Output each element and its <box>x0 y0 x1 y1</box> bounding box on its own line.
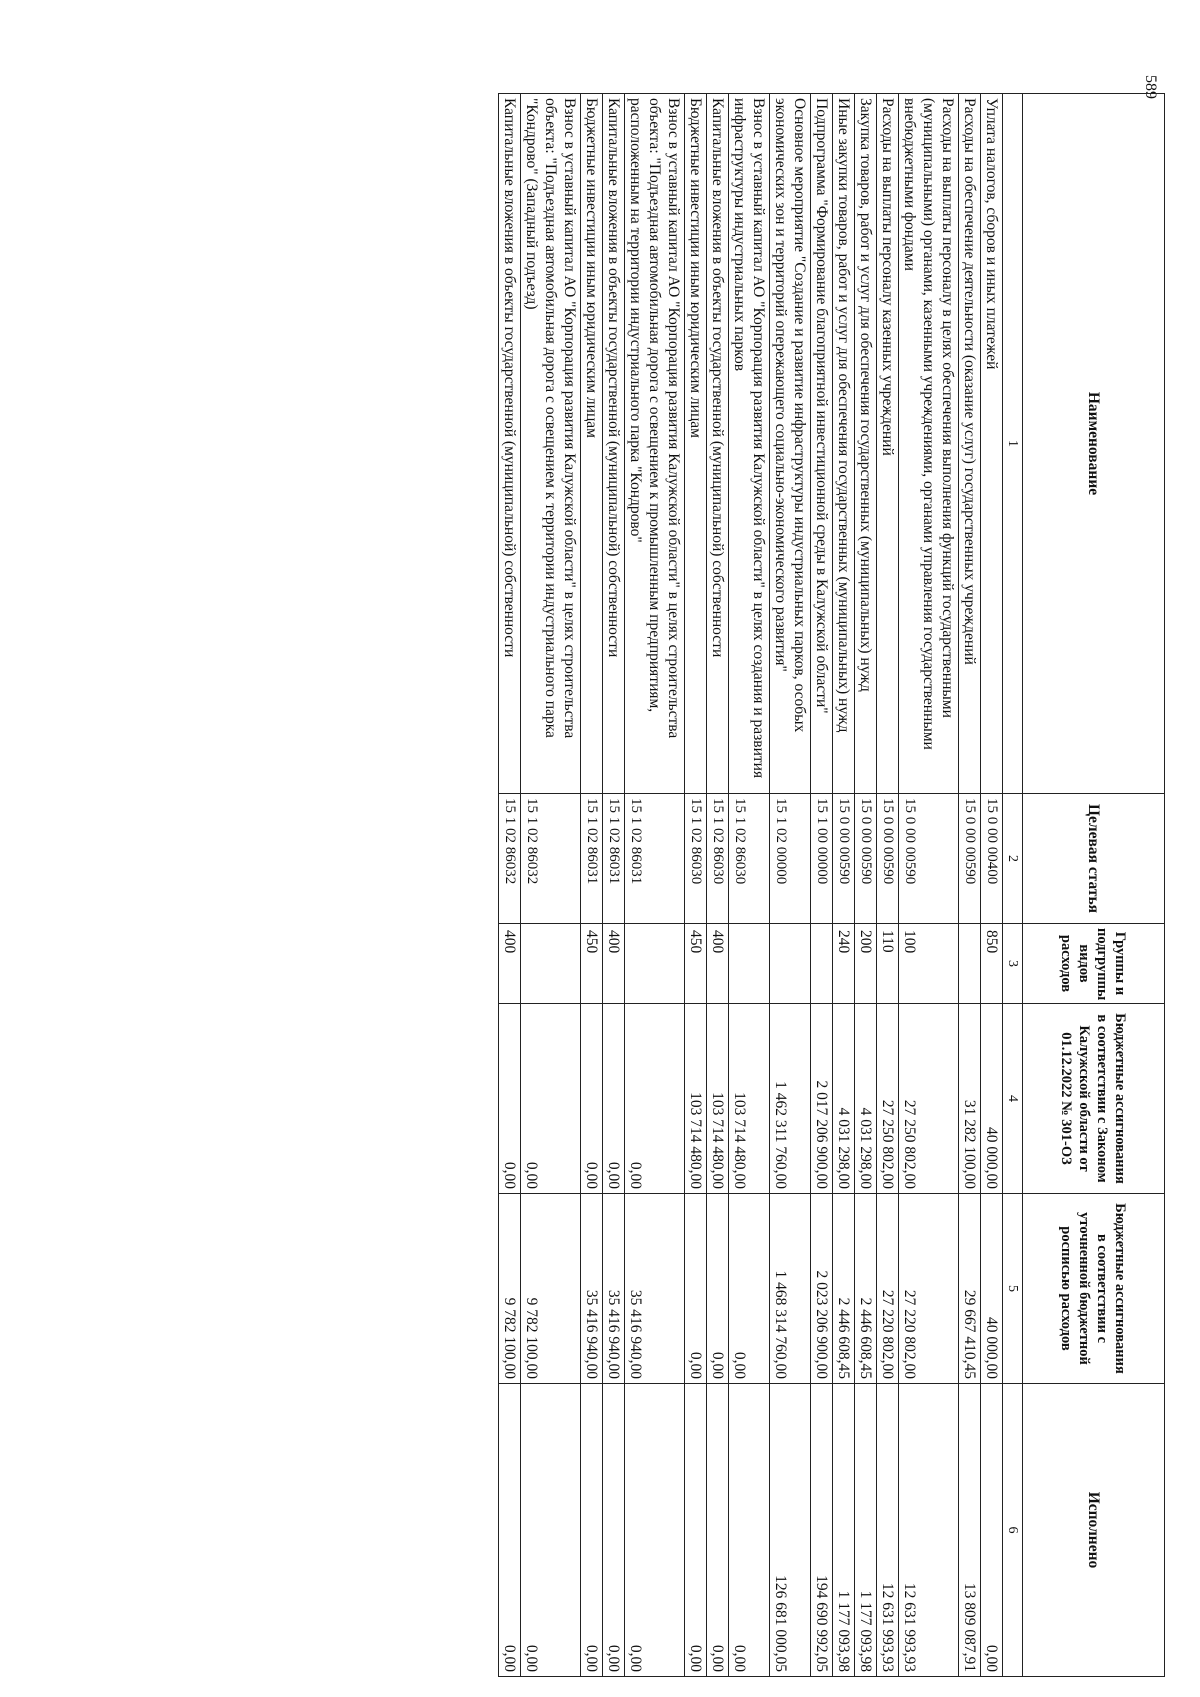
row-done-amount: 1 177 093,98 <box>855 1384 877 1677</box>
row-plan-amount: 2 446 608,45 <box>855 1194 877 1384</box>
rotated-page <box>115 93 1165 1676</box>
table-row <box>981 94 1003 1677</box>
row-plan-amount: 2 023 206 900,00 <box>811 1194 833 1384</box>
row-done-amount: 0,00 <box>729 1384 770 1677</box>
row-done-amount: 126 681 000,05 <box>770 1384 811 1677</box>
row-plan-amount: 0,00 <box>707 1194 729 1384</box>
row-plan-amount: 27 220 802,00 <box>877 1194 899 1384</box>
row-done-amount: 0,00 <box>603 1384 625 1677</box>
table-body <box>499 94 1003 1677</box>
row-plan-amount: 40 000,00 <box>981 1194 1003 1384</box>
row-name: Иные закупки товаров, работ и услуг для обеспечения государственных (муниципальных) нужд <box>833 94 855 794</box>
row-law-amount: 2 017 206 900,00 <box>811 1004 833 1194</box>
row-name: Бюджетные инвестиции иным юридическим лицам <box>685 94 707 794</box>
row-group-code <box>625 924 685 1004</box>
row-done-amount: 0,00 <box>707 1384 729 1677</box>
row-name: Уплата налогов, сборов и иных платежей <box>981 94 1003 794</box>
row-name: Капитальные вложения в объекты государственной (муниципальной) собственности <box>707 94 729 794</box>
row-law-amount: 103 714 480,00 <box>685 1004 707 1194</box>
row-target-code: 15 1 00 00000 <box>811 794 833 924</box>
row-plan-amount: 1 468 314 760,00 <box>770 1194 811 1384</box>
col-number: 4 <box>1003 1004 1023 1194</box>
table-row <box>625 94 685 1677</box>
row-target-code: 15 1 02 00000 <box>770 794 811 924</box>
row-plan-amount: 0,00 <box>729 1194 770 1384</box>
row-target-code: 15 1 02 86031 <box>603 794 625 924</box>
table-row <box>729 94 770 1677</box>
row-group-code: 400 <box>499 924 521 1004</box>
row-done-amount: 0,00 <box>581 1384 603 1677</box>
row-target-code: 15 0 00 00590 <box>899 794 959 924</box>
row-group-code <box>770 924 811 1004</box>
row-target-code: 15 0 00 00590 <box>877 794 899 924</box>
header-target: Целевая статья <box>1023 794 1165 924</box>
header-row <box>1023 94 1165 1677</box>
row-target-code: 15 0 00 00590 <box>855 794 877 924</box>
row-name: Расходы на обеспечение деятельности (оказание услуг) государственных учреждений <box>959 94 981 794</box>
row-done-amount: 12 631 993,93 <box>899 1384 959 1677</box>
row-target-code: 15 1 02 86030 <box>707 794 729 924</box>
table-row <box>603 94 625 1677</box>
col-number: 2 <box>1003 794 1023 924</box>
row-plan-amount: 27 220 802,00 <box>899 1194 959 1384</box>
row-group-code: 850 <box>981 924 1003 1004</box>
row-law-amount: 0,00 <box>625 1004 685 1194</box>
row-done-amount: 0,00 <box>521 1384 581 1677</box>
table-row <box>521 94 581 1677</box>
row-group-code: 200 <box>855 924 877 1004</box>
row-group-code: 110 <box>877 924 899 1004</box>
row-plan-amount: 29 667 410,45 <box>959 1194 981 1384</box>
col-number: 3 <box>1003 924 1023 1004</box>
table-row <box>581 94 603 1677</box>
row-law-amount: 4 031 298,00 <box>855 1004 877 1194</box>
row-group-code <box>729 924 770 1004</box>
table-row <box>877 94 899 1677</box>
row-law-amount: 103 714 480,00 <box>729 1004 770 1194</box>
row-name: Взнос в уставный капитал АО "Корпорация развития Калужской области" в целях создания и развития инфраструктуры индустриальных парков <box>729 94 770 794</box>
row-name: Подпрограмма "Формирование благоприятной инвестиционной среды в Калужской области" <box>811 94 833 794</box>
table-row <box>685 94 707 1677</box>
row-target-code: 15 0 00 00400 <box>981 794 1003 924</box>
row-name: Взнос в уставный капитал АО "Корпорация развития Калужской области" в целях строительства объекта: "Подъездная автомобильная дорога с освещением к территории индустриального парка "Кондрово" (Западный подъезд) <box>521 94 581 794</box>
table-row <box>499 94 521 1677</box>
row-law-amount: 0,00 <box>603 1004 625 1194</box>
row-law-amount: 103 714 480,00 <box>707 1004 729 1194</box>
header-groups: Группы и подгруппы видов расходов <box>1023 924 1165 1004</box>
row-name: Взнос в уставный капитал АО "Корпорация развития Калужской области" в целях строительства объекта: "Подъездная автомобильная дорога с освещением к промышленным предприятиям, расположенным на территории индустриального парка "Кондрово" <box>625 94 685 794</box>
table-row <box>707 94 729 1677</box>
row-plan-amount: 35 416 940,00 <box>603 1194 625 1384</box>
row-law-amount: 4 031 298,00 <box>833 1004 855 1194</box>
row-done-amount: 13 809 087,91 <box>959 1384 981 1677</box>
row-group-code: 100 <box>899 924 959 1004</box>
table-row <box>959 94 981 1677</box>
row-group-code <box>521 924 581 1004</box>
row-law-amount: 1 462 311 760,00 <box>770 1004 811 1194</box>
row-law-amount: 27 250 802,00 <box>899 1004 959 1194</box>
row-law-amount: 0,00 <box>581 1004 603 1194</box>
row-name: Капитальные вложения в объекты государственной (муниципальной) собственности <box>499 94 521 794</box>
row-law-amount: 40 000,00 <box>981 1004 1003 1194</box>
header-plan: Бюджетные ассигнования в соответствии с уточненной бюджетной росписью расходов <box>1023 1194 1165 1384</box>
row-group-code: 400 <box>603 924 625 1004</box>
row-done-amount: 194 690 992,05 <box>811 1384 833 1677</box>
row-name: Капитальные вложения в объекты государственной (муниципальной) собственности <box>603 94 625 794</box>
row-plan-amount: 0,00 <box>685 1194 707 1384</box>
row-name: Расходы на выплаты персоналу казенных учреждений <box>877 94 899 794</box>
row-target-code: 15 1 02 86030 <box>685 794 707 924</box>
row-target-code: 15 0 00 00590 <box>833 794 855 924</box>
row-plan-amount: 35 416 940,00 <box>581 1194 603 1384</box>
table-row <box>811 94 833 1677</box>
header-name: Наименование <box>1023 94 1165 794</box>
row-plan-amount: 35 416 940,00 <box>625 1194 685 1384</box>
row-done-amount: 0,00 <box>981 1384 1003 1677</box>
row-group-code: 240 <box>833 924 855 1004</box>
table-row <box>855 94 877 1677</box>
row-target-code: 15 1 02 86032 <box>521 794 581 924</box>
row-law-amount: 31 282 100,00 <box>959 1004 981 1194</box>
col-number: 5 <box>1003 1194 1023 1384</box>
row-group-code: 400 <box>707 924 729 1004</box>
row-plan-amount: 9 782 100,00 <box>521 1194 581 1384</box>
row-law-amount: 0,00 <box>499 1004 521 1194</box>
row-target-code: 15 1 02 86032 <box>499 794 521 924</box>
row-target-code: 15 1 02 86031 <box>625 794 685 924</box>
row-done-amount: 1 177 093,98 <box>833 1384 855 1677</box>
row-name: Бюджетные инвестиции иным юридическим лицам <box>581 94 603 794</box>
col-number: 1 <box>1003 94 1023 794</box>
row-done-amount: 0,00 <box>625 1384 685 1677</box>
row-name: Основное мероприятие "Создание и развитие инфраструктуры индустриальных парков, особых экономических зон и территорий опережающего социально-экономического развития" <box>770 94 811 794</box>
row-group-code: 450 <box>581 924 603 1004</box>
row-done-amount: 12 631 993,93 <box>877 1384 899 1677</box>
row-target-code: 15 0 00 00590 <box>959 794 981 924</box>
row-law-amount: 0,00 <box>521 1004 581 1194</box>
row-name: Закупка товаров, работ и услуг для обеспечения государственных (муниципальных) нужд <box>855 94 877 794</box>
table-row <box>770 94 811 1677</box>
row-plan-amount: 9 782 100,00 <box>499 1194 521 1384</box>
row-law-amount: 27 250 802,00 <box>877 1004 899 1194</box>
table-row <box>899 94 959 1677</box>
column-number-row <box>1003 94 1023 1677</box>
row-name: Расходы на выплаты персоналу в целях обеспечения выполнения функций государственными (муниципальными) органами, казенными учреждениями, органами управления государственными внебюджетными фондами <box>899 94 959 794</box>
row-target-code: 15 1 02 86031 <box>581 794 603 924</box>
row-group-code <box>959 924 981 1004</box>
header-law: Бюджетные ассигнования в соответствии с Законом Калужской области от 01.12.2022 № 301-ОЗ <box>1023 1004 1165 1194</box>
row-done-amount: 0,00 <box>499 1384 521 1677</box>
row-group-code <box>811 924 833 1004</box>
row-done-amount: 0,00 <box>685 1384 707 1677</box>
table-row <box>833 94 855 1677</box>
row-plan-amount: 2 446 608,45 <box>833 1194 855 1384</box>
row-target-code: 15 1 02 86030 <box>729 794 770 924</box>
budget-table <box>498 93 1165 1677</box>
page-number: 589 <box>1142 75 1159 99</box>
header-done: Исполнено <box>1023 1384 1165 1677</box>
col-number: 6 <box>1003 1384 1023 1677</box>
row-group-code: 450 <box>685 924 707 1004</box>
